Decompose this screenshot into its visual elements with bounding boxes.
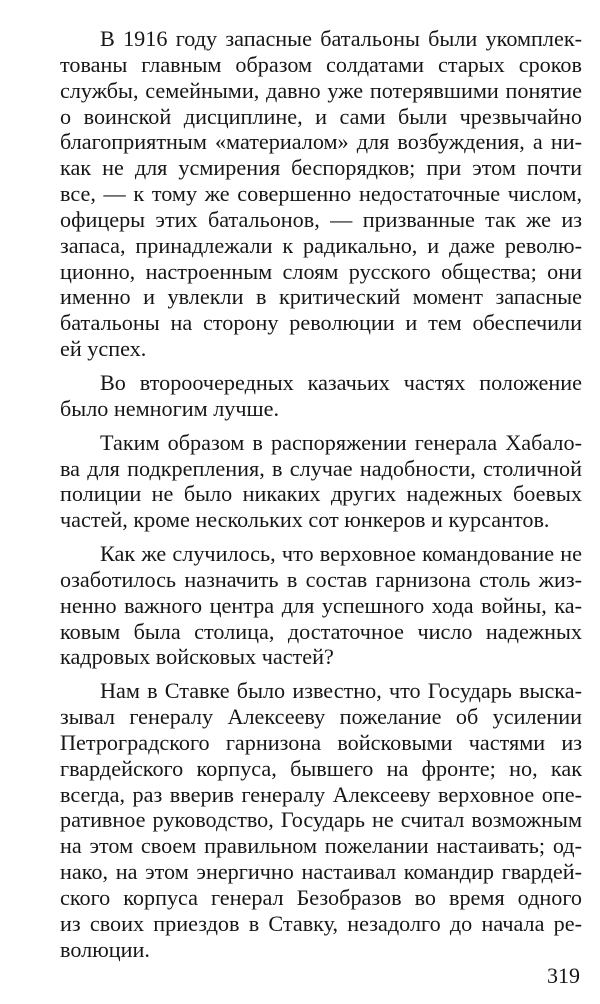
text-line: волюции.: [60, 936, 150, 962]
text-line: все, — к тому же совершенно недостаточные числом,: [60, 181, 582, 207]
text-line: Во второочередных казачьих частях положение: [100, 369, 582, 395]
text-line: благоприятным «материалом» для возбуждения, а ни-: [60, 129, 582, 155]
text-line: о воинской дисциплине, и сами были чрезвычайно: [60, 103, 582, 129]
page-number: 319: [547, 963, 580, 988]
text-line: офицеры этих батальонов, — призванные так же из: [60, 206, 582, 232]
text-line: Петроградского гарнизона войсковыми частями из: [60, 729, 582, 755]
paragraph: [20, 430, 582, 533]
text-line: ративное руководство, Государь не считал возможным: [60, 807, 582, 833]
text-line: как не для усмирения беспорядков; при этом почти: [60, 155, 582, 181]
paragraph: [20, 370, 582, 422]
page-body: [20, 26, 582, 971]
text-line: нако, на этом энергично настаивал командир гвардей-: [60, 859, 582, 885]
paragraph: [20, 541, 582, 670]
text-line: озаботилось назначить в состав гарнизона столь жиз-: [60, 566, 582, 592]
text-line: на этом своем правильном пожелании настаивать; од-: [60, 833, 582, 859]
text-line: ского корпуса генерал Безобразов во время одного: [60, 885, 582, 910]
text-line: тованы главным образом солдатами старых сроков: [60, 51, 582, 77]
text-line: из своих приездов в Ставку, незадолго до начала ре-: [60, 910, 582, 936]
text-line: запаса, принадлежали к радикально, и даже револю-: [60, 232, 582, 258]
paragraph: [20, 26, 582, 362]
text-line: полиции не было никаких других надежных боевых: [60, 481, 582, 507]
text-line: ва для подкрепления, в случае надобности, столичной: [60, 455, 582, 481]
text-line: Нам в Ставке было известно, что Государь выска-: [100, 678, 582, 704]
text-line: зывал генералу Алексееву пожелание об усилении: [60, 704, 582, 730]
text-line: ненно важного центра для успешного хода войны, ка-: [60, 592, 582, 618]
text-line: В 1916 году запасные батальоны были укомплек-: [100, 26, 582, 51]
text-line: было немногим лучше.: [60, 395, 280, 421]
text-line: ковым была столица, достаточное число надежных: [60, 618, 582, 644]
text-line: батальоны на сторону революции и тем обеспечили: [60, 310, 582, 336]
text-line: гвардейского корпуса, бывшего на фронте; но, как: [60, 755, 582, 781]
text-line: именно и увлекли в критический момент запасные: [60, 284, 582, 310]
text-line: Таким образом в распоряжении генерала Хабало-: [100, 429, 582, 455]
paragraph: [20, 678, 582, 962]
text-line: всегда, раз вверив генералу Алексееву верховное опе-: [60, 781, 582, 807]
text-line: Как же случилось, что верховное командование не: [100, 541, 582, 567]
text-line: ционно, настроенным слоям русского общества; они: [60, 258, 582, 284]
text-line: кадровых войсковых частей?: [60, 644, 334, 670]
text-line: службы, семейными, давно уже потерявшими понятие: [60, 77, 582, 103]
text-line: ей успех.: [60, 336, 147, 362]
text-line: частей, кроме нескольких сот юнкеров и курсантов.: [60, 507, 550, 533]
